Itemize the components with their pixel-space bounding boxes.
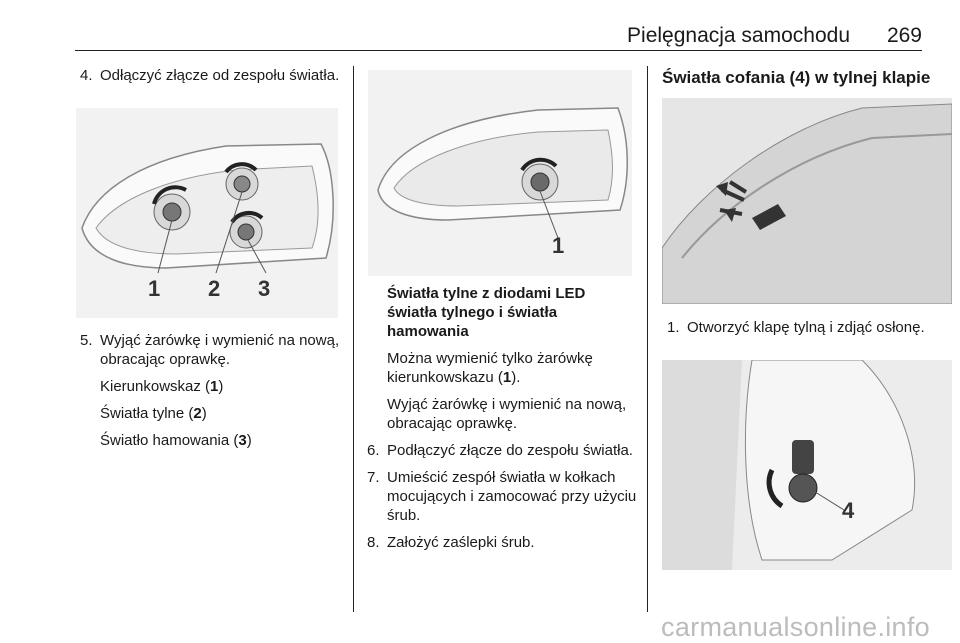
page-number: 269 (886, 24, 922, 47)
list-item: Kierunkowskaz (1) (100, 378, 224, 395)
tailgate-illustration (662, 98, 952, 304)
step-text: Otworzyć klapę tylną i zdjąć osłonę. (687, 319, 925, 336)
step-number: 7. (367, 469, 380, 486)
section-heading: Światła tylne z diodami LED światła tylnego i światła hamowania (387, 285, 586, 340)
paragraph: Można wymienić tylko żarówkę kierunkowskazu (1). (387, 350, 593, 386)
list-item: Światło hamowania (3) (100, 432, 252, 449)
header-rule (75, 50, 922, 51)
tailgate-figure (662, 98, 952, 304)
step-7 (367, 468, 639, 525)
column-2 (367, 284, 639, 560)
tail-light-illustration (76, 108, 338, 318)
step-number: 4. (80, 67, 93, 84)
column-divider-1 (353, 66, 354, 612)
callout-2: 2 (208, 276, 221, 301)
step-text: Założyć zaślepki śrub. (387, 534, 535, 551)
led-tail-light-illustration (368, 70, 632, 276)
callout-3: 3 (258, 276, 271, 301)
list-item: Światła tylne (2) (100, 405, 207, 422)
watermark: carmanualsonline.info (661, 612, 930, 642)
reversing-light-illustration (662, 360, 952, 570)
page-header (0, 0, 960, 52)
step-text: Podłączyć złącze do zespołu światła. (387, 442, 633, 459)
callout-1: 1 (148, 276, 161, 301)
step-6 (367, 441, 639, 460)
step-number: 6. (367, 442, 380, 459)
step-4 (80, 66, 342, 85)
column-3 (667, 318, 952, 345)
step-number: 1. (667, 319, 680, 336)
column-divider-2 (647, 66, 648, 612)
step-1 (667, 318, 952, 337)
step-text: Umieścić zespół światła w kołkach mocujących i zamocować przy użyciu śrub. (387, 469, 637, 524)
step-8 (367, 533, 639, 552)
step-text: Odłączyć złącze od zespołu światła. (100, 67, 340, 84)
column-1-lower (80, 331, 342, 458)
step-5 (80, 331, 342, 369)
header-title: Pielęgnacja samochodu (627, 24, 850, 47)
paragraph: Wyjąć żarówkę i wymienić na nową, obracając oprawkę. (387, 396, 627, 432)
step-number: 8. (367, 534, 380, 551)
section-title: Światła cofania (4) w tylnej klapie (662, 68, 931, 87)
callout-4: 4 (842, 498, 855, 523)
led-tail-light-figure (368, 70, 632, 276)
callout-1: 1 (552, 233, 565, 258)
column-1 (80, 66, 342, 93)
step-number: 5. (80, 332, 93, 349)
tail-light-figure (76, 108, 338, 318)
reversing-light-figure (662, 360, 952, 570)
step-text: Wyjąć żarówkę i wymienić na nową, obracając oprawkę. (100, 332, 340, 368)
